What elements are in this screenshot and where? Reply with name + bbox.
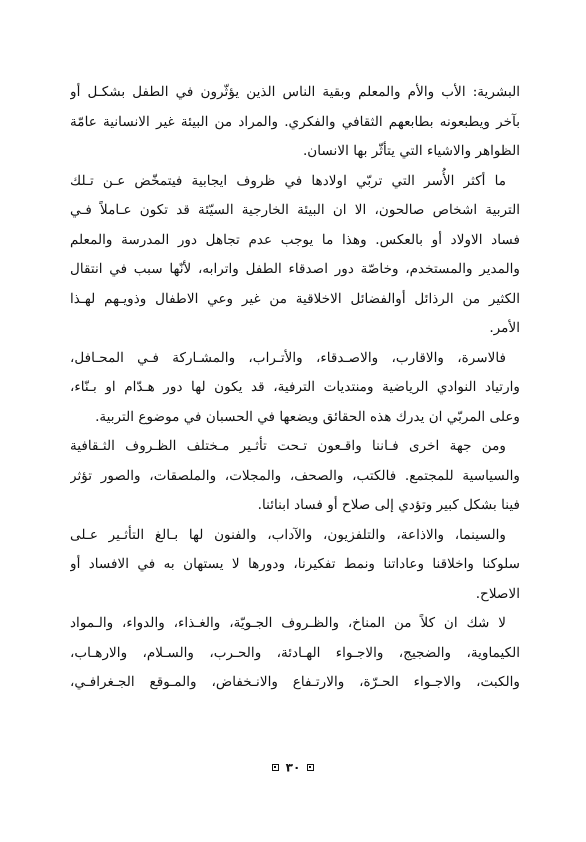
text-line-17: سلوكنا واخلاقنا وعاداتنا ونمط تفكيرنا، ودورها لا يستهان به في الافساد أو (70, 556, 520, 572)
text-line-20: الكيماوية، والضجيج، والاجـواء الهـادئة، والحـرب، والسـلام، والارهـاب، (70, 644, 520, 661)
text-line-7: والمدير والمستخدم، وخاصّة دور اصدقاء الطفل واترابه، لأنّها سبب في انتقال (70, 261, 520, 277)
text-line-4: ما أكثر الأُسر التي تربّي اولادها في ظروف ايجابية فيتمخّض عـن تـلك (70, 172, 506, 189)
text-line-19: لا شك ان كلاً من المناخ، والظـروف الجـويّة، والغـذاء، والدواء، والـمواد (70, 615, 506, 631)
page-text (70, 78, 520, 698)
text-line-11: وارتياد النوادي الرياضية ومنتديات الترفية، قد يكون لها دور هـدّام او بـنّاء، (70, 379, 520, 395)
text-line-9: الأمر. (489, 320, 520, 336)
text-line-8: الكثير من الرذائل أوالفضائل الاخلاقية من غير وعي الاطفال وذويـهم لهـذا (70, 290, 520, 307)
square-ornament-icon (272, 764, 279, 771)
square-ornament-icon (307, 764, 314, 771)
text-line-13: ومن جهة اخرى فـاننا واقـعون تـحت تأثـير مـختلف الظـروف الثـقافية (70, 438, 506, 454)
text-line-14: والسياسية للمجتمع. فالكتب، والصحف، والمجلات، والملصقات، والصور تؤثر (70, 467, 520, 484)
text-line-1: البشرية: الأب والأم والمعلم وبقية الناس الذين يؤثّرون في الطفل بشكـل أو (70, 84, 520, 100)
text-line-18: الاصلاح. (475, 585, 520, 602)
text-line-6: فساد الاولاد أو بالعكس. وهذا ما يوجب عدم تجاهل دور المدرسة والمعلم (70, 231, 520, 248)
text-line-16: والسينما، والاذاعة، والتلفزيون، والآداب، والفنون لها بـالغ التأثـير عـلى (70, 526, 506, 543)
text-line-21: والكبت، والاجـواء الحـرّة، والارتـفاع والانـخفاض، والمـوقع الجـغرافـي، (70, 674, 520, 690)
page-footer (0, 760, 586, 775)
text-line-2: بآخر ويطبعونه بطابعهم الثقافي والفكري. والمراد من البيئة غير الانسانية عامّة (70, 113, 520, 130)
page-number: ٣٠ (285, 760, 301, 775)
text-line-15: فينا بشكل كبير وتؤدي إلى صلاح أو فساد ابنائنا. (257, 497, 520, 513)
text-line-10: فالاسرة، والاقارب، والاصـدقاء، والأتـراب، والمشـاركة فـي المحـافل، (70, 349, 506, 366)
text-line-5: التربية اشخاص صالحون، الا ان البيئة الخارجية السيّئة قد تكون عـاملاً فـي (70, 202, 520, 218)
text-line-12: وعلى المربّي ان يدرك هذه الحقائق ويضعها في الحسبان في موضوع التربية. (95, 408, 520, 425)
text-line-3: الظواهر والاشياء التي يتأثّر بها الانسان. (302, 143, 520, 159)
